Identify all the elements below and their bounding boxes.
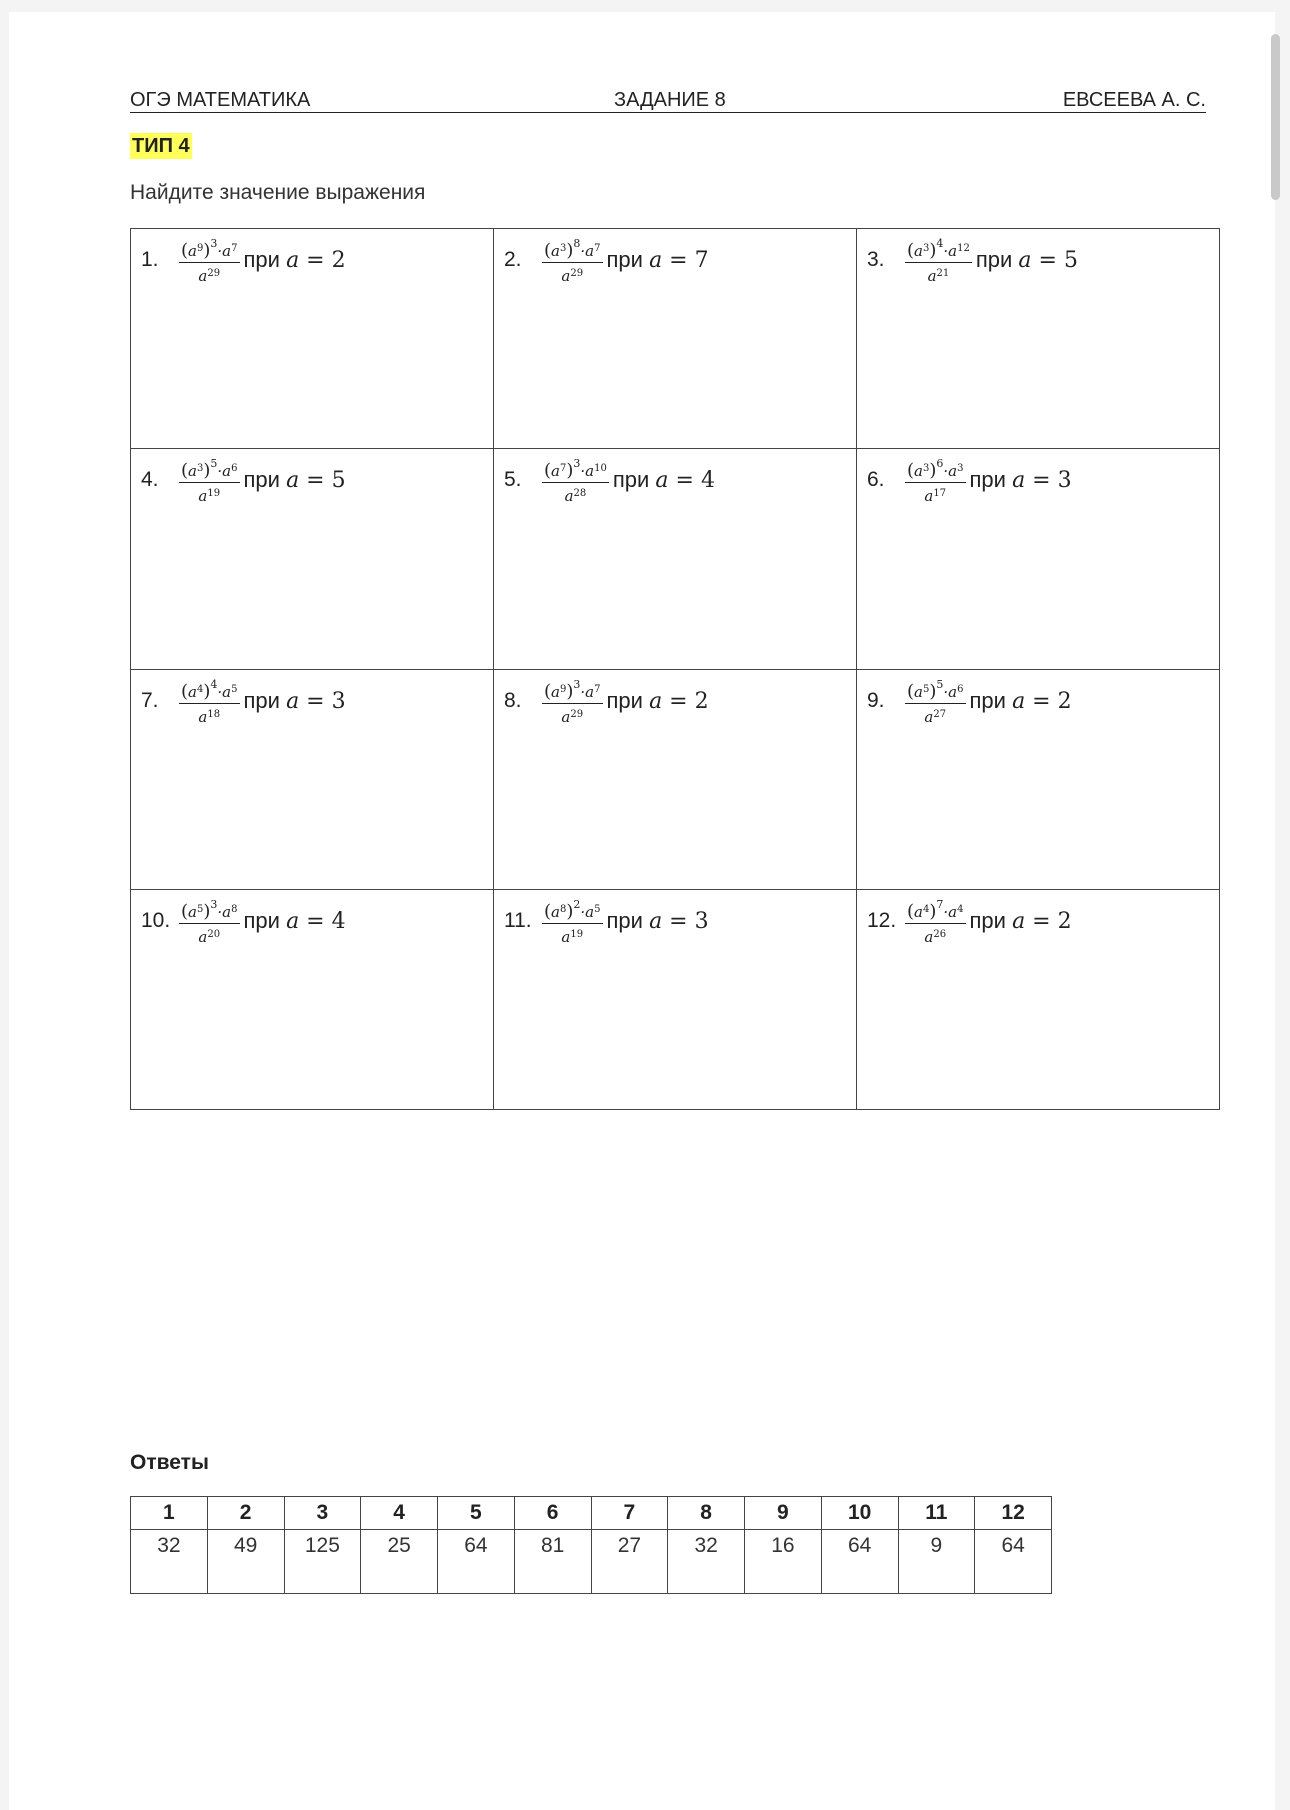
- condition-value: 2: [1057, 688, 1072, 714]
- answer-key: 2: [207, 1497, 284, 1530]
- task-condition: [244, 688, 346, 714]
- multiplier-exponent: 7: [594, 683, 601, 695]
- answer-value: 64: [975, 1530, 1052, 1594]
- base-variable: a: [585, 682, 595, 701]
- task: [494, 670, 856, 726]
- equals-sign: =: [299, 688, 332, 714]
- answer-value: 49: [207, 1530, 284, 1594]
- task-condition: [607, 908, 709, 934]
- answer-value: 25: [361, 1530, 438, 1594]
- task: [131, 890, 493, 946]
- base-variable: a: [551, 682, 560, 701]
- task: [857, 449, 1219, 505]
- condition-value: 3: [1057, 468, 1072, 494]
- base-variable: a: [914, 682, 923, 701]
- task-condition: [970, 688, 1072, 714]
- task-cell: [494, 449, 857, 669]
- base-variable: a: [924, 487, 934, 506]
- denominator-exponent: 29: [570, 268, 584, 279]
- dot-operator: ·: [943, 242, 949, 260]
- fraction-denominator: [198, 483, 220, 505]
- base-variable: a: [914, 902, 923, 921]
- task-cell: [857, 669, 1220, 889]
- task-number: 8.: [504, 688, 522, 712]
- condition-value: 4: [700, 468, 715, 494]
- close-paren: ): [566, 680, 574, 702]
- denominator-exponent: 29: [207, 268, 221, 279]
- condition-word: при: [243, 467, 280, 493]
- type-label: ТИП 4: [132, 135, 190, 157]
- close-paren: ): [929, 900, 937, 922]
- fraction-numerator: [905, 235, 972, 263]
- fraction-denominator: [561, 924, 583, 946]
- task-fraction: [542, 896, 603, 946]
- condition-variable: a: [286, 688, 300, 714]
- fraction-denominator: [924, 924, 946, 946]
- inner-exponent: 4: [196, 683, 204, 695]
- multiplier-exponent: 5: [231, 683, 238, 695]
- equals-sign: =: [1025, 908, 1058, 934]
- outer-exponent: 5: [210, 457, 218, 471]
- answer-key: 4: [361, 1497, 438, 1530]
- answers-title: Ответы: [130, 1451, 209, 1474]
- condition-word: при: [975, 247, 1013, 272]
- task: [494, 449, 856, 505]
- inner-exponent: 3: [559, 243, 567, 254]
- task-fraction: [179, 235, 240, 285]
- base-variable: a: [188, 462, 197, 481]
- equals-sign: =: [299, 908, 332, 934]
- task-cell: [131, 669, 494, 889]
- answer-value: 81: [514, 1530, 591, 1594]
- task-number: 6.: [867, 468, 885, 492]
- task-number: 2.: [504, 248, 522, 271]
- task-condition: [244, 247, 346, 273]
- base-variable: a: [914, 242, 923, 260]
- equals-sign: =: [662, 688, 695, 714]
- fraction-denominator: [928, 263, 950, 285]
- base-variable: a: [551, 462, 560, 481]
- fraction-denominator: [924, 704, 946, 726]
- answers-table: [130, 1496, 1052, 1594]
- open-paren: (: [181, 460, 189, 482]
- answer-value: 32: [131, 1530, 208, 1594]
- base-variable: a: [948, 242, 958, 260]
- base-variable: a: [222, 902, 232, 921]
- task-number: 9.: [867, 688, 885, 712]
- equals-sign: =: [1025, 468, 1058, 494]
- condition-variable: a: [649, 248, 663, 273]
- answer-key: 11: [898, 1497, 975, 1530]
- dot-operator: ·: [580, 462, 586, 481]
- task-condition: [607, 247, 709, 273]
- open-paren: (: [181, 900, 189, 922]
- equals-sign: =: [299, 248, 332, 273]
- base-variable: a: [948, 682, 958, 701]
- task-cell: [857, 889, 1220, 1109]
- base-variable: a: [198, 707, 208, 726]
- fraction-numerator: [905, 896, 966, 924]
- fraction-numerator: [179, 455, 240, 483]
- equals-sign: =: [1025, 688, 1058, 714]
- task-condition: [613, 467, 715, 493]
- fraction-denominator: [198, 704, 220, 726]
- condition-variable: a: [286, 908, 300, 934]
- fraction-numerator: [542, 235, 603, 263]
- inner-exponent: 3: [922, 463, 930, 475]
- fraction-denominator: [924, 483, 946, 505]
- open-paren: (: [544, 460, 552, 482]
- equals-sign: =: [1031, 248, 1064, 273]
- outer-exponent: 7: [936, 897, 944, 911]
- task-condition: [970, 467, 1072, 493]
- base-variable: a: [924, 707, 934, 726]
- dot-operator: ·: [217, 902, 223, 921]
- open-paren: (: [907, 680, 915, 702]
- answer-key: 6: [514, 1497, 591, 1530]
- open-paren: (: [544, 680, 552, 702]
- task-condition: [976, 247, 1078, 273]
- base-variable: a: [551, 242, 560, 260]
- denominator-exponent: 29: [570, 708, 584, 720]
- base-variable: a: [924, 927, 934, 946]
- task-fraction: [542, 455, 609, 505]
- task-number: 5.: [504, 468, 522, 492]
- base-variable: a: [564, 487, 574, 506]
- answer-value: 64: [438, 1530, 515, 1594]
- open-paren: (: [907, 240, 915, 261]
- condition-word: при: [612, 467, 650, 493]
- tasks-row: [131, 449, 1220, 669]
- task-cell: [131, 229, 494, 449]
- task-fraction: [542, 676, 603, 726]
- header-author: ЕВСЕЕВА А. С.: [1062, 89, 1206, 111]
- denominator-exponent: 27: [933, 708, 947, 720]
- condition-word: при: [606, 687, 643, 713]
- condition-word: при: [243, 247, 280, 272]
- multiplier-exponent: 8: [231, 903, 238, 915]
- fraction-numerator: [179, 676, 240, 704]
- task-fraction: [905, 676, 966, 726]
- task-number: 12.: [867, 908, 897, 932]
- condition-value: 5: [1063, 248, 1078, 273]
- fraction-denominator: [561, 704, 583, 726]
- multiplier-exponent: 10: [594, 463, 607, 475]
- task: [857, 229, 1219, 285]
- task-number: 11.: [504, 908, 532, 932]
- task-number: 3.: [867, 248, 885, 271]
- multiplier-exponent: 6: [957, 683, 964, 695]
- close-paren: ): [203, 240, 211, 261]
- denominator-exponent: 19: [207, 488, 221, 500]
- condition-word: при: [243, 907, 280, 933]
- denominator-exponent: 26: [933, 928, 947, 940]
- inner-exponent: 8: [559, 903, 567, 915]
- base-variable: a: [198, 267, 208, 285]
- answer-key: 10: [821, 1497, 898, 1530]
- outer-exponent: 5: [936, 677, 944, 691]
- inner-exponent: 3: [922, 243, 930, 254]
- answer-key: 12: [975, 1497, 1052, 1530]
- fraction-numerator: [179, 896, 240, 924]
- dot-operator: ·: [217, 242, 223, 260]
- base-variable: a: [914, 462, 923, 481]
- base-variable: a: [585, 902, 595, 921]
- header-task: ЗАДАНИЕ 8: [614, 89, 726, 111]
- close-paren: ): [929, 680, 937, 702]
- condition-word: при: [243, 687, 280, 713]
- fraction-numerator: [905, 676, 966, 704]
- answer-key: 3: [284, 1497, 361, 1530]
- outer-exponent: 4: [210, 677, 218, 691]
- answer-value: 64: [821, 1530, 898, 1594]
- fraction-numerator: [179, 235, 240, 263]
- answer-value: 16: [745, 1530, 822, 1594]
- task-fraction: [542, 235, 603, 285]
- task-fraction: [905, 896, 966, 946]
- tasks-row: [131, 229, 1220, 449]
- inner-exponent: 7: [559, 463, 567, 475]
- condition-word: при: [969, 467, 1006, 493]
- outer-exponent: 4: [936, 237, 944, 250]
- equals-sign: =: [668, 468, 701, 494]
- base-variable: a: [561, 707, 571, 726]
- outer-exponent: 3: [210, 237, 218, 250]
- condition-variable: a: [286, 248, 300, 273]
- task: [494, 229, 856, 285]
- fraction-numerator: [542, 896, 603, 924]
- denominator-exponent: 17: [933, 488, 947, 500]
- close-paren: ): [203, 460, 211, 482]
- header-subject: ОГЭ МАТЕМАТИКА: [130, 89, 311, 111]
- multiplier-exponent: 12: [957, 243, 970, 254]
- condition-value: 3: [694, 908, 709, 934]
- task: [131, 449, 493, 505]
- condition-word: при: [969, 687, 1006, 713]
- close-paren: ): [566, 240, 574, 261]
- vertical-scrollbar[interactable]: [1271, 34, 1280, 200]
- answer-key: 7: [591, 1497, 668, 1530]
- task-number: 4.: [141, 468, 159, 492]
- task-cell: [857, 449, 1220, 669]
- open-paren: (: [181, 680, 189, 702]
- fraction-denominator: [565, 483, 587, 505]
- condition-word: при: [606, 907, 643, 933]
- base-variable: a: [561, 267, 571, 285]
- task-cell: [131, 449, 494, 669]
- equals-sign: =: [662, 248, 695, 273]
- task-cell: [857, 229, 1220, 449]
- tasks-table: [130, 228, 1220, 1110]
- inner-exponent: 9: [196, 243, 204, 254]
- answer-value: 9: [898, 1530, 975, 1594]
- dot-operator: ·: [217, 462, 223, 481]
- inner-exponent: 4: [922, 903, 930, 915]
- condition-variable: a: [649, 908, 663, 934]
- task-fraction: [179, 455, 240, 505]
- base-variable: a: [927, 267, 937, 285]
- open-paren: (: [544, 240, 552, 261]
- condition-variable: a: [1012, 908, 1026, 934]
- condition-variable: a: [1018, 248, 1032, 273]
- multiplier-exponent: 7: [594, 243, 601, 254]
- task-cell: [494, 229, 857, 449]
- answers-value-row: [131, 1530, 1052, 1594]
- base-variable: a: [188, 242, 197, 260]
- task-number: 10.: [141, 908, 171, 932]
- task-cell: [131, 889, 494, 1109]
- dot-operator: ·: [580, 902, 586, 921]
- base-variable: a: [585, 242, 595, 260]
- answer-key: 5: [438, 1497, 515, 1530]
- answer-key: 9: [745, 1497, 822, 1530]
- answer-key: 8: [668, 1497, 745, 1530]
- answer-value: 32: [668, 1530, 745, 1594]
- multiplier-exponent: 4: [957, 903, 964, 915]
- open-paren: (: [181, 240, 189, 261]
- base-variable: a: [585, 462, 595, 481]
- outer-exponent: 8: [573, 237, 581, 250]
- fraction-denominator: [561, 263, 583, 285]
- task-fraction: [905, 455, 966, 505]
- task-cell: [494, 669, 857, 889]
- base-variable: a: [198, 487, 208, 506]
- base-variable: a: [188, 682, 197, 701]
- base-variable: a: [551, 902, 560, 921]
- fraction-numerator: [542, 676, 603, 704]
- condition-variable: a: [1012, 468, 1026, 494]
- fraction-numerator: [542, 455, 609, 483]
- dot-operator: ·: [943, 902, 949, 921]
- task-condition: [244, 467, 346, 493]
- multiplier-exponent: 7: [231, 243, 238, 254]
- multiplier-exponent: 5: [594, 903, 601, 915]
- task-fraction: [179, 676, 240, 726]
- denominator-exponent: 21: [936, 268, 950, 279]
- condition-value: 4: [331, 908, 346, 934]
- condition-word: при: [969, 907, 1006, 933]
- inner-exponent: 5: [196, 903, 204, 915]
- base-variable: a: [948, 902, 958, 921]
- task-fraction: [905, 235, 972, 285]
- task: [857, 670, 1219, 726]
- page-header: [130, 88, 1206, 113]
- equals-sign: =: [299, 468, 332, 494]
- base-variable: a: [561, 927, 571, 946]
- answer-value: 125: [284, 1530, 361, 1594]
- condition-value: 2: [331, 248, 346, 273]
- base-variable: a: [222, 242, 232, 260]
- condition-variable: a: [655, 468, 669, 494]
- denominator-exponent: 28: [573, 488, 587, 500]
- task-condition: [607, 688, 709, 714]
- outer-exponent: 2: [573, 897, 581, 911]
- inner-exponent: 9: [559, 683, 567, 695]
- task-condition: [244, 908, 346, 934]
- condition-value: 5: [331, 468, 346, 494]
- condition-variable: a: [286, 468, 300, 494]
- task: [494, 890, 856, 946]
- close-paren: ): [566, 460, 574, 482]
- condition-variable: a: [1012, 688, 1026, 714]
- close-paren: ): [929, 240, 937, 261]
- outer-exponent: 3: [573, 677, 581, 691]
- denominator-exponent: 19: [570, 928, 584, 940]
- condition-value: 2: [694, 688, 709, 714]
- equals-sign: =: [662, 908, 695, 934]
- task-fraction: [179, 896, 240, 946]
- task-number: 1.: [141, 248, 159, 271]
- close-paren: ): [203, 680, 211, 702]
- denominator-exponent: 18: [207, 708, 221, 720]
- condition-value: 3: [331, 688, 346, 714]
- outer-exponent: 3: [210, 897, 218, 911]
- fraction-denominator: [198, 263, 220, 285]
- task-number: 7.: [141, 688, 159, 712]
- open-paren: (: [907, 460, 915, 482]
- base-variable: a: [198, 927, 208, 946]
- outer-exponent: 3: [573, 457, 581, 471]
- multiplier-exponent: 6: [231, 463, 238, 475]
- dot-operator: ·: [580, 242, 586, 260]
- multiplier-exponent: 3: [957, 463, 964, 475]
- fraction-denominator: [198, 924, 220, 946]
- answer-key: 1: [131, 1497, 208, 1530]
- base-variable: a: [222, 682, 232, 701]
- condition-word: при: [606, 247, 643, 272]
- condition-value: 2: [1057, 908, 1072, 934]
- dot-operator: ·: [943, 682, 949, 701]
- close-paren: ): [566, 900, 574, 922]
- dot-operator: ·: [943, 462, 949, 481]
- answer-value: 27: [591, 1530, 668, 1594]
- outer-exponent: 6: [936, 457, 944, 471]
- tasks-row: [131, 889, 1220, 1109]
- task-condition: [970, 908, 1072, 934]
- condition-value: 7: [694, 248, 709, 273]
- base-variable: a: [948, 462, 958, 481]
- denominator-exponent: 20: [207, 928, 221, 940]
- open-paren: (: [544, 900, 552, 922]
- fraction-numerator: [905, 455, 966, 483]
- open-paren: (: [907, 900, 915, 922]
- close-paren: ): [929, 460, 937, 482]
- tasks-row: [131, 669, 1220, 889]
- dot-operator: ·: [217, 682, 223, 701]
- base-variable: a: [222, 462, 232, 481]
- task: [131, 229, 493, 285]
- inner-exponent: 5: [922, 683, 930, 695]
- base-variable: a: [188, 902, 197, 921]
- task-cell: [494, 889, 857, 1109]
- condition-variable: a: [649, 688, 663, 714]
- inner-exponent: 3: [196, 463, 204, 475]
- task: [131, 670, 493, 726]
- instruction: Найдите значение выражения: [130, 181, 426, 204]
- close-paren: ): [203, 900, 211, 922]
- task: [857, 890, 1219, 946]
- answers-key-row: [131, 1497, 1052, 1530]
- dot-operator: ·: [580, 682, 586, 701]
